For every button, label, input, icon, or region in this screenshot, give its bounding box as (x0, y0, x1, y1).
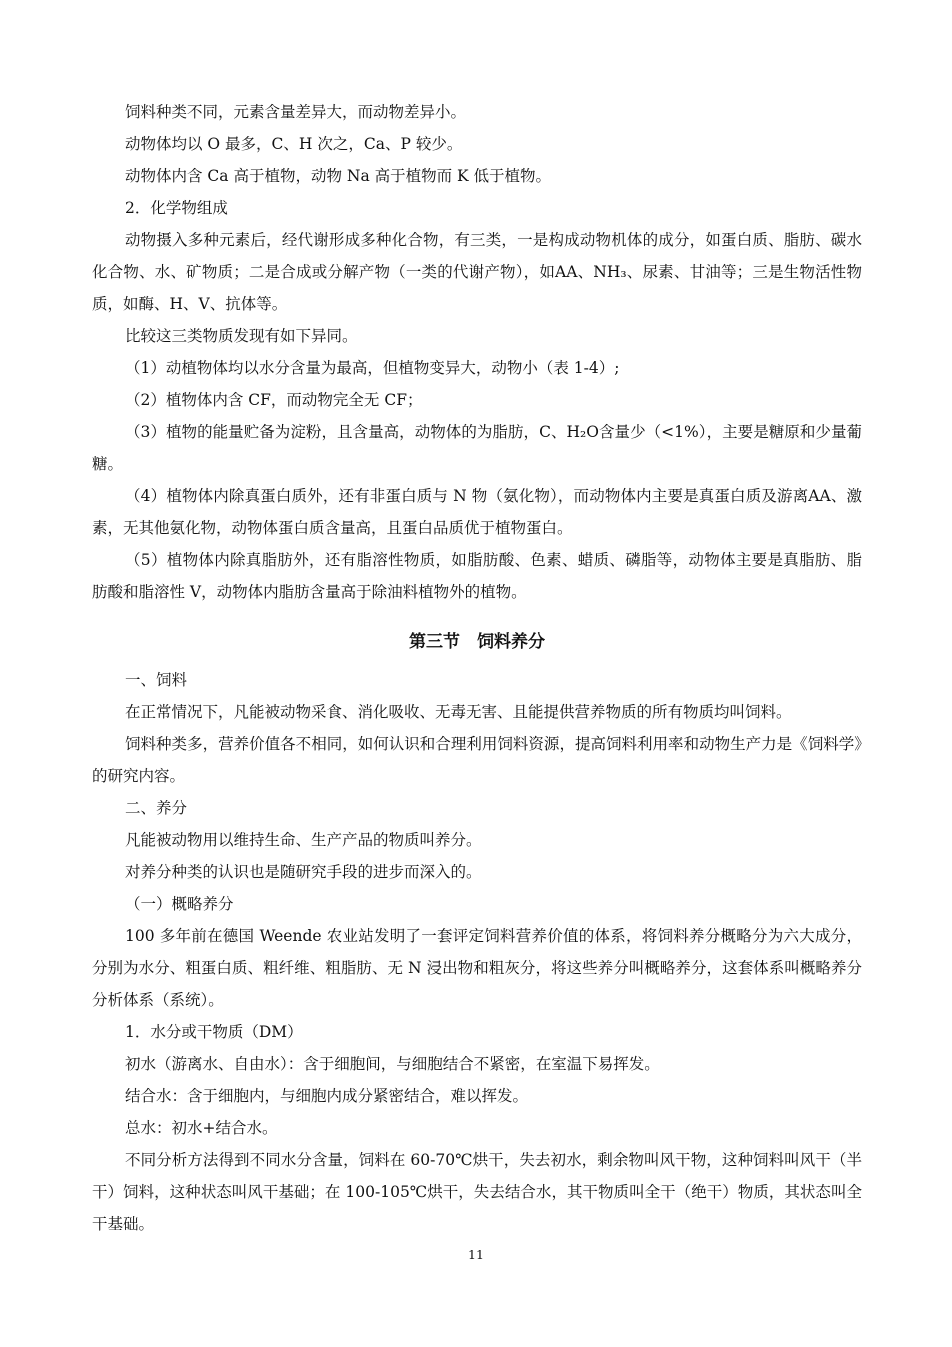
paragraph: 不同分析方法得到不同水分含量，饲料在 60-70℃烘干，失去初水，剩余物叫风干物，这种饲料叫风干（半干）饲料，这种状态叫风干基础；在 100-105℃烘干，失去结合水，其干物质叫全干（绝干）物质，其状态叫全干基础。 (92, 1151, 862, 1233)
paragraph: 比较这三类物质发现有如下异同。 (125, 327, 358, 345)
paragraph: 饲料种类不同，元素含量差异大，而动物差异小。 (125, 103, 467, 121)
section-heading: 第三节 饲料养分 (409, 632, 545, 652)
page-content (92, 96, 862, 1240)
subheading-nutrients: 二、养分 (125, 799, 188, 817)
subheading-proximate-nutrients: （一）概略养分 (125, 895, 234, 913)
list-item: （2）植物体内含 CF，而动物完全无 CF； (125, 391, 423, 409)
paragraph: 100 多年前在德国 Weende 农业站发明了一套评定饲料营养价值的体系，将饲料养分概略分为六大成分，分别为水分、粗蛋白质、粗纤维、粗脂肪、无 N 浸出物和粗灰分，将这些养分叫概略养分，这套体系叫概略养分分析体系（系统）。 (92, 927, 862, 1009)
list-item: （3）植物的能量贮备为淀粉，且含量高，动物体的为脂肪，C、H₂O含量少（<1%），主要是糖原和少量葡糖。 (92, 423, 862, 473)
subheading-chemical-composition: 2．化学物组成 (125, 199, 228, 217)
paragraph: 饲料种类多，营养价值各不相同，如何认识和合理利用饲料资源，提高饲料利用率和动物生产力是《饲料学》的研究内容。 (92, 735, 862, 785)
paragraph: 在正常情况下，凡能被动物采食、消化吸收、无毒无害、且能提供营养物质的所有物质均叫饲料。 (125, 703, 792, 721)
paragraph: 凡能被动物用以维持生命、生产产品的物质叫养分。 (125, 831, 482, 849)
list-item: （1）动植物体均以水分含量为最高，但植物变异大，动物小（表 1-4）; (125, 359, 620, 377)
paragraph: 动物体内含 Ca 高于植物，动物 Na 高于植物而 K 低于植物。 (125, 167, 552, 185)
page-number: 11 (468, 1247, 484, 1262)
paragraph: 动物摄入多种元素后，经代谢形成多种化合物，有三类，一是构成动物机体的成分，如蛋白质、脂肪、碳水化合物、水、矿物质；二是合成或分解产物（一类的代谢产物），如AA、NH₃、尿素、甘油等；三是生物活性物质，如酶、H、V、抗体等。 (92, 231, 862, 313)
subheading-moisture: 1．水分或干物质（DM） (125, 1023, 303, 1041)
paragraph: 结合水：含于细胞内，与细胞内成分紧密结合，难以挥发。 (125, 1087, 529, 1105)
paragraph: 动物体均以 O 最多，C、H 次之，Ca、P 较少。 (125, 135, 463, 153)
list-item: （5）植物体内除真脂肪外，还有脂溶性物质，如脂肪酸、色素、蜡质、磷脂等，动物体主要是真脂肪、脂肪酸和脂溶性 V，动物体内脂肪含量高于除油料植物外的植物。 (92, 551, 862, 601)
paragraph: 对养分种类的认识也是随研究手段的进步而深入的。 (125, 863, 482, 881)
list-item: （4）植物体内除真蛋白质外，还有非蛋白质与 N 物（氨化物），而动物体内主要是真蛋白质及游离AA、激素，无其他氨化物，动物体蛋白质含量高，且蛋白品质优于植物蛋白。 (92, 487, 862, 537)
paragraph: 总水：初水+结合水。 (125, 1119, 278, 1137)
subheading-feed: 一、饲料 (125, 671, 188, 689)
paragraph: 初水（游离水、自由水）：含于细胞间，与细胞结合不紧密，在室温下易挥发。 (125, 1055, 660, 1073)
